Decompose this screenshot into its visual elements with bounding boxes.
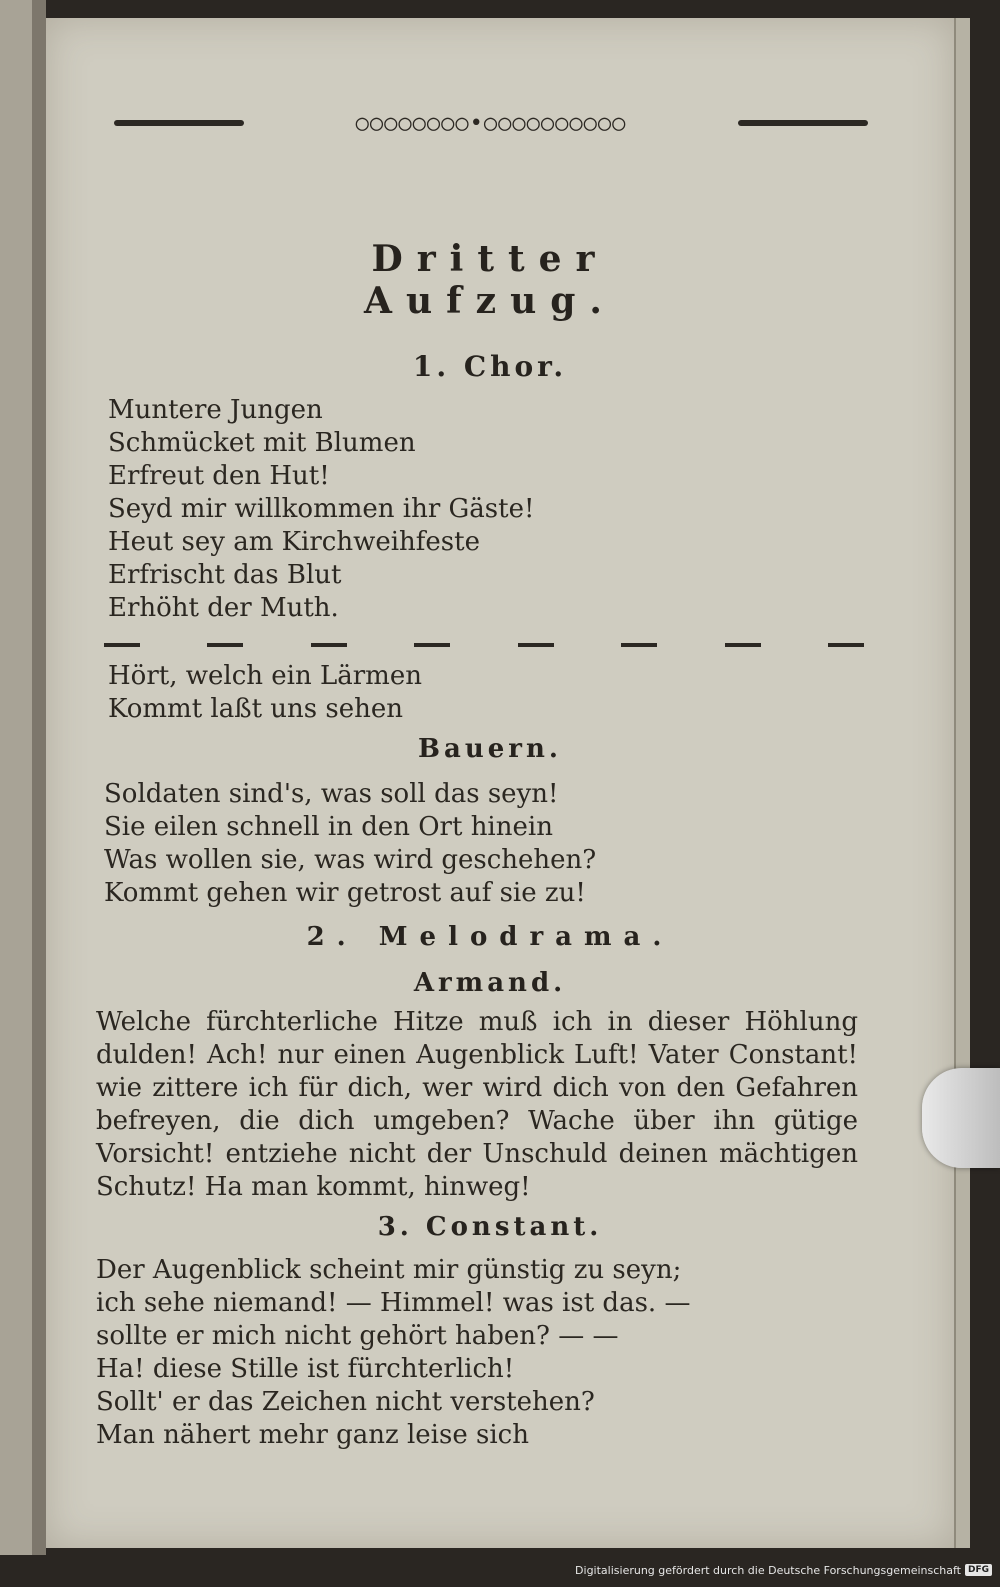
verse-line: Sie eilen schnell in den Ort hinein — [104, 812, 553, 842]
footer-credit — [575, 1560, 992, 1580]
verse-line: Kommt gehen wir getrost auf sie zu! — [104, 878, 586, 908]
verse-line: ich sehe niemand! — Himmel! was ist das. — — [96, 1288, 691, 1318]
constant-heading: 3. Constant. — [377, 1212, 603, 1242]
verse-line: Heut sey am Kirchweihfeste — [108, 527, 480, 557]
bauern-heading: Bauern. — [418, 734, 562, 764]
footer-text: Digitalisierung gefördert durch die Deutsche Forschungsgemeinschaft — [575, 1563, 961, 1577]
melodrama-heading: 2. Melodrama. — [306, 922, 674, 952]
constant-verse — [96, 1254, 690, 1452]
bauern-verse — [104, 778, 596, 910]
chor-verse-2 — [108, 660, 422, 726]
dash-divider — [104, 640, 864, 650]
armand-speech: Welche fürchterliche Hitze muß ich in dieser Höhlung dulden! Ach! nur einen Augenblick Luft! Vater Constant! wie zittere ich für dich, wer wird dich von den Gefahren befreyen, die dich umgeben? Wache über ihn gütige Vorsicht! entziehe nicht der Unschuld deinen mächtigen Schutz! Ha man kommt, hinweg! — [96, 1007, 858, 1202]
verse-line: Seyd mir willkommen ihr Gäste! — [108, 494, 535, 524]
dfg-logo: DFG — [965, 1564, 992, 1576]
verse-line: Muntere Jungen — [108, 395, 323, 425]
verse-line: Erfrischt das Blut — [108, 560, 342, 590]
chor-heading: 1. Chor. — [412, 350, 568, 383]
verse-line: Der Augenblick scheint mir günstig zu seyn; — [96, 1255, 682, 1285]
left-page-edge — [0, 0, 46, 1555]
verse-line: Ha! diese Stille ist fürchterlich! — [96, 1354, 515, 1384]
verse-line: Hört, welch ein Lärmen — [108, 661, 422, 691]
verse-line: sollte er mich nicht gehört haben? — — — [96, 1321, 619, 1351]
chor-verse-1 — [108, 394, 534, 625]
verse-line: Soldaten sind's, was soll das seyn! — [104, 779, 559, 809]
verse-line: Sollt' er das Zeichen nicht verstehen? — [96, 1387, 595, 1417]
verse-line: Was wollen sie, was wird geschehen? — [104, 845, 597, 875]
header-ornament: ○○○○○○○○•○○○○○○○○○○ — [114, 108, 868, 138]
verse-line: Man nähert mehr ganz leise sich — [96, 1420, 529, 1450]
right-page-edge — [954, 18, 970, 1548]
verse-line: Schmücket mit Blumen — [108, 428, 416, 458]
page-turn-tab[interactable] — [922, 1068, 1000, 1168]
armand-speaker: Armand. — [413, 968, 567, 998]
verse-line: Kommt laßt uns sehen — [108, 694, 404, 724]
verse-line: Erfreut den Hut! — [108, 461, 330, 491]
verse-line: Erhöht der Muth. — [108, 593, 339, 623]
page-title: Dritter Aufzug. — [364, 238, 616, 322]
